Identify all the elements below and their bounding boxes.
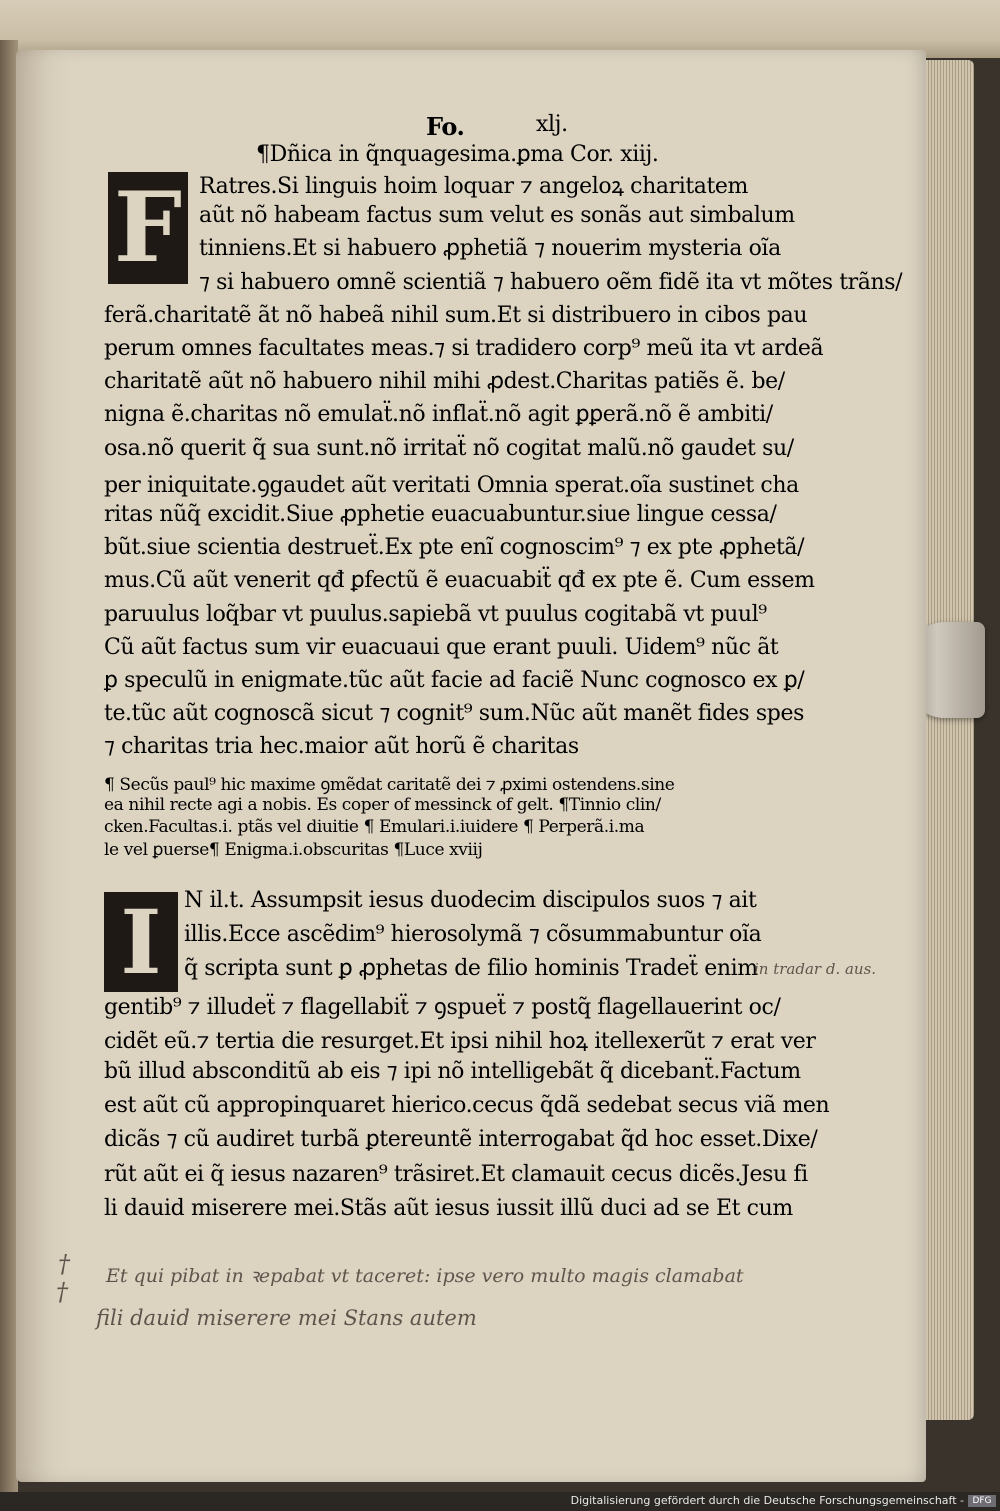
handwritten-line-1: Et qui pibat in ꝛepabat vt taceret: ipse vero multo magis clamabat <box>106 1265 744 1287</box>
gloss-line: ¶ Secũs paul⁹ hic maxime ꝯmẽdat caritatẽ dei ⁊ ꝓximi ostendens.sine <box>104 775 675 795</box>
handwritten-line-2: fili dauid miserere mei Stans autem <box>96 1306 477 1330</box>
epistle-line: ritas nũq̃ excidit.Siue ꝓphetie euacuabuntur.siue lingue cessa/ <box>104 502 777 527</box>
gospel-line: illis.Ecce ascẽdim⁹ hierosolymã ⁊ cõsummabuntur oĩa <box>184 922 762 948</box>
folio-number: xlj. <box>536 112 568 137</box>
drop-cap-initial: F <box>108 172 188 284</box>
drop-cap-initial-gospel: I <box>104 892 178 992</box>
digitization-footer <box>0 1492 1000 1511</box>
epistle-line: nigna ẽ.charitas nõ emulaẗ.nõ inflaẗ.nõ agit ꝑꝑerã.nõ ẽ ambiti/ <box>104 402 773 428</box>
gospel-line: dicãs ⁊ cũ audiret turbã ꝑtereuntẽ interrogabat q̃d hoc esset.Dixe/ <box>104 1127 818 1153</box>
epistle-line: aũt nõ habeam factus sum velut es sonãs aut simbalum <box>199 203 795 229</box>
gospel-line: li dauid miserere mei.Stãs aũt iesus iussit illũ duci ad se Et cum <box>104 1195 793 1221</box>
epistle-line: te.tũc aũt cognoscã sicut ⁊ cognit⁹ sum.Nũc aũt manẽt fides spes <box>104 701 804 727</box>
handwritten-margin-note: in tradar d. aus. <box>754 960 877 978</box>
gloss-line: ea nihil recte agi a nobis. Es coper of messinck of gelt. ¶Tinnio clin/ <box>104 794 661 815</box>
printed-page <box>16 50 926 1482</box>
epistle-line: perum omnes facultates meas.⁊ si tradidero corp⁹ meũ ita vt ardeã <box>104 336 824 361</box>
epistle-line: ferã.charitatẽ ãt nõ habeã nihil sum.Et si distribuero in cibos pau <box>104 302 808 328</box>
epistle-line: ⁊ si habuero omnẽ scientiã ⁊ habuero oẽm fidẽ ita vt mõtes trãns/ <box>199 269 903 295</box>
gospel-line: cidẽt eũ.⁊ tertia die resurget.Et ipsi nihil hoꝝ itellexerũt ⁊ erat ver <box>104 1028 816 1054</box>
gospel-line: N il.t. Assumpsit iesus duodecim discipulos suos ⁊ ait <box>184 888 757 913</box>
epistle-line: mus.Cũ aũt venerit qđ ꝑfectũ ẽ euacuabiẗ qđ ex pte ẽ. Cum essem <box>104 568 815 594</box>
epistle-line: osa.nõ querit q̃ sua sunt.nõ irritaẗ nõ cogitat malũ.nõ gaudet su/ <box>104 435 794 461</box>
dfg-logo: DFG <box>968 1495 996 1507</box>
epistle-line: charitatẽ aũt nõ habuero nihil mihi ꝓdest.Charitas patiẽs ẽ. be/ <box>104 369 785 395</box>
epistle-line: per iniquitate.ꝯgaudet aũt veritati Omnia sperat.oĩa sustinet cha <box>104 472 799 498</box>
page-stack-edge <box>926 60 974 1420</box>
handwritten-cross-2: † <box>56 1278 68 1306</box>
epistle-line: bũt.siue scientia destrueẗ.Ex pte enĩ cognoscim⁹ ⁊ ex pte ꝓphetã/ <box>104 535 805 561</box>
epistle-line: paruulus loq̃bar vt puulus.sapiebã vt puulus cogitabã vt puul⁹ <box>104 601 767 627</box>
gospel-line: q̃ scripta sunt ꝑ ꝓphetas de filio hominis Tradeẗ enim <box>184 956 758 982</box>
epistle-line: Cũ aũt factus sum vir euacuaui que erant puuli. Uidem⁹ nũc ãt <box>104 634 779 660</box>
gloss-line: le vel ꝑuerse¶ Enigma.i.obscuritas ¶Luce xviij <box>104 839 483 860</box>
gloss-line: cken.Facultas.i. ptãs vel diuitie ¶ Emulari.i.iuidere ¶ Perperã.i.ma <box>104 817 645 837</box>
gospel-line: rũt aũt ei q̃ iesus nazaren⁹ trãsiret.Et clamauit cecus dicẽs.Jesu fi <box>104 1161 808 1187</box>
epistle-line: tinniens.Et si habuero ꝓphetiã ⁊ nouerim mysteria oĩa <box>199 236 781 262</box>
handwritten-cross-1: † <box>58 1250 70 1278</box>
epistle-line: ꝑ speculũ in enigmate.tũc aũt facie ad faciẽ Nunc cognosco ex ꝑ/ <box>104 668 805 693</box>
gospel-line: est aũt cũ appropinquaret hierico.cecus q̃dã sedebat secus viã men <box>104 1093 830 1119</box>
epistle-line: ⁊ charitas tria hec.maior aũt horũ ẽ charitas <box>104 734 579 760</box>
section-heading: ¶Dñica in q̃nquagesima.ꝑma Cor. xiij. <box>256 142 659 167</box>
footer-credit: Digitalisierung gefördert durch die Deutsche Forschungsgemeinschaft - <box>570 1494 964 1507</box>
gospel-line: bũ illud absconditũ ab eis ⁊ ipi nõ intelligebãt q̃ dicebanẗ.Factum <box>104 1059 801 1084</box>
gospel-line: gentib⁹ ⁊ illudeẗ ⁊ flagellabiẗ ⁊ ꝯspueẗ ⁊ postq̃ flagellauerint oc/ <box>104 994 781 1020</box>
folio-label: Fo. <box>426 112 465 141</box>
epistle-line: Ratres.Si linguis hoim loquar ⁊ angeloꝝ charitatem <box>199 174 749 199</box>
